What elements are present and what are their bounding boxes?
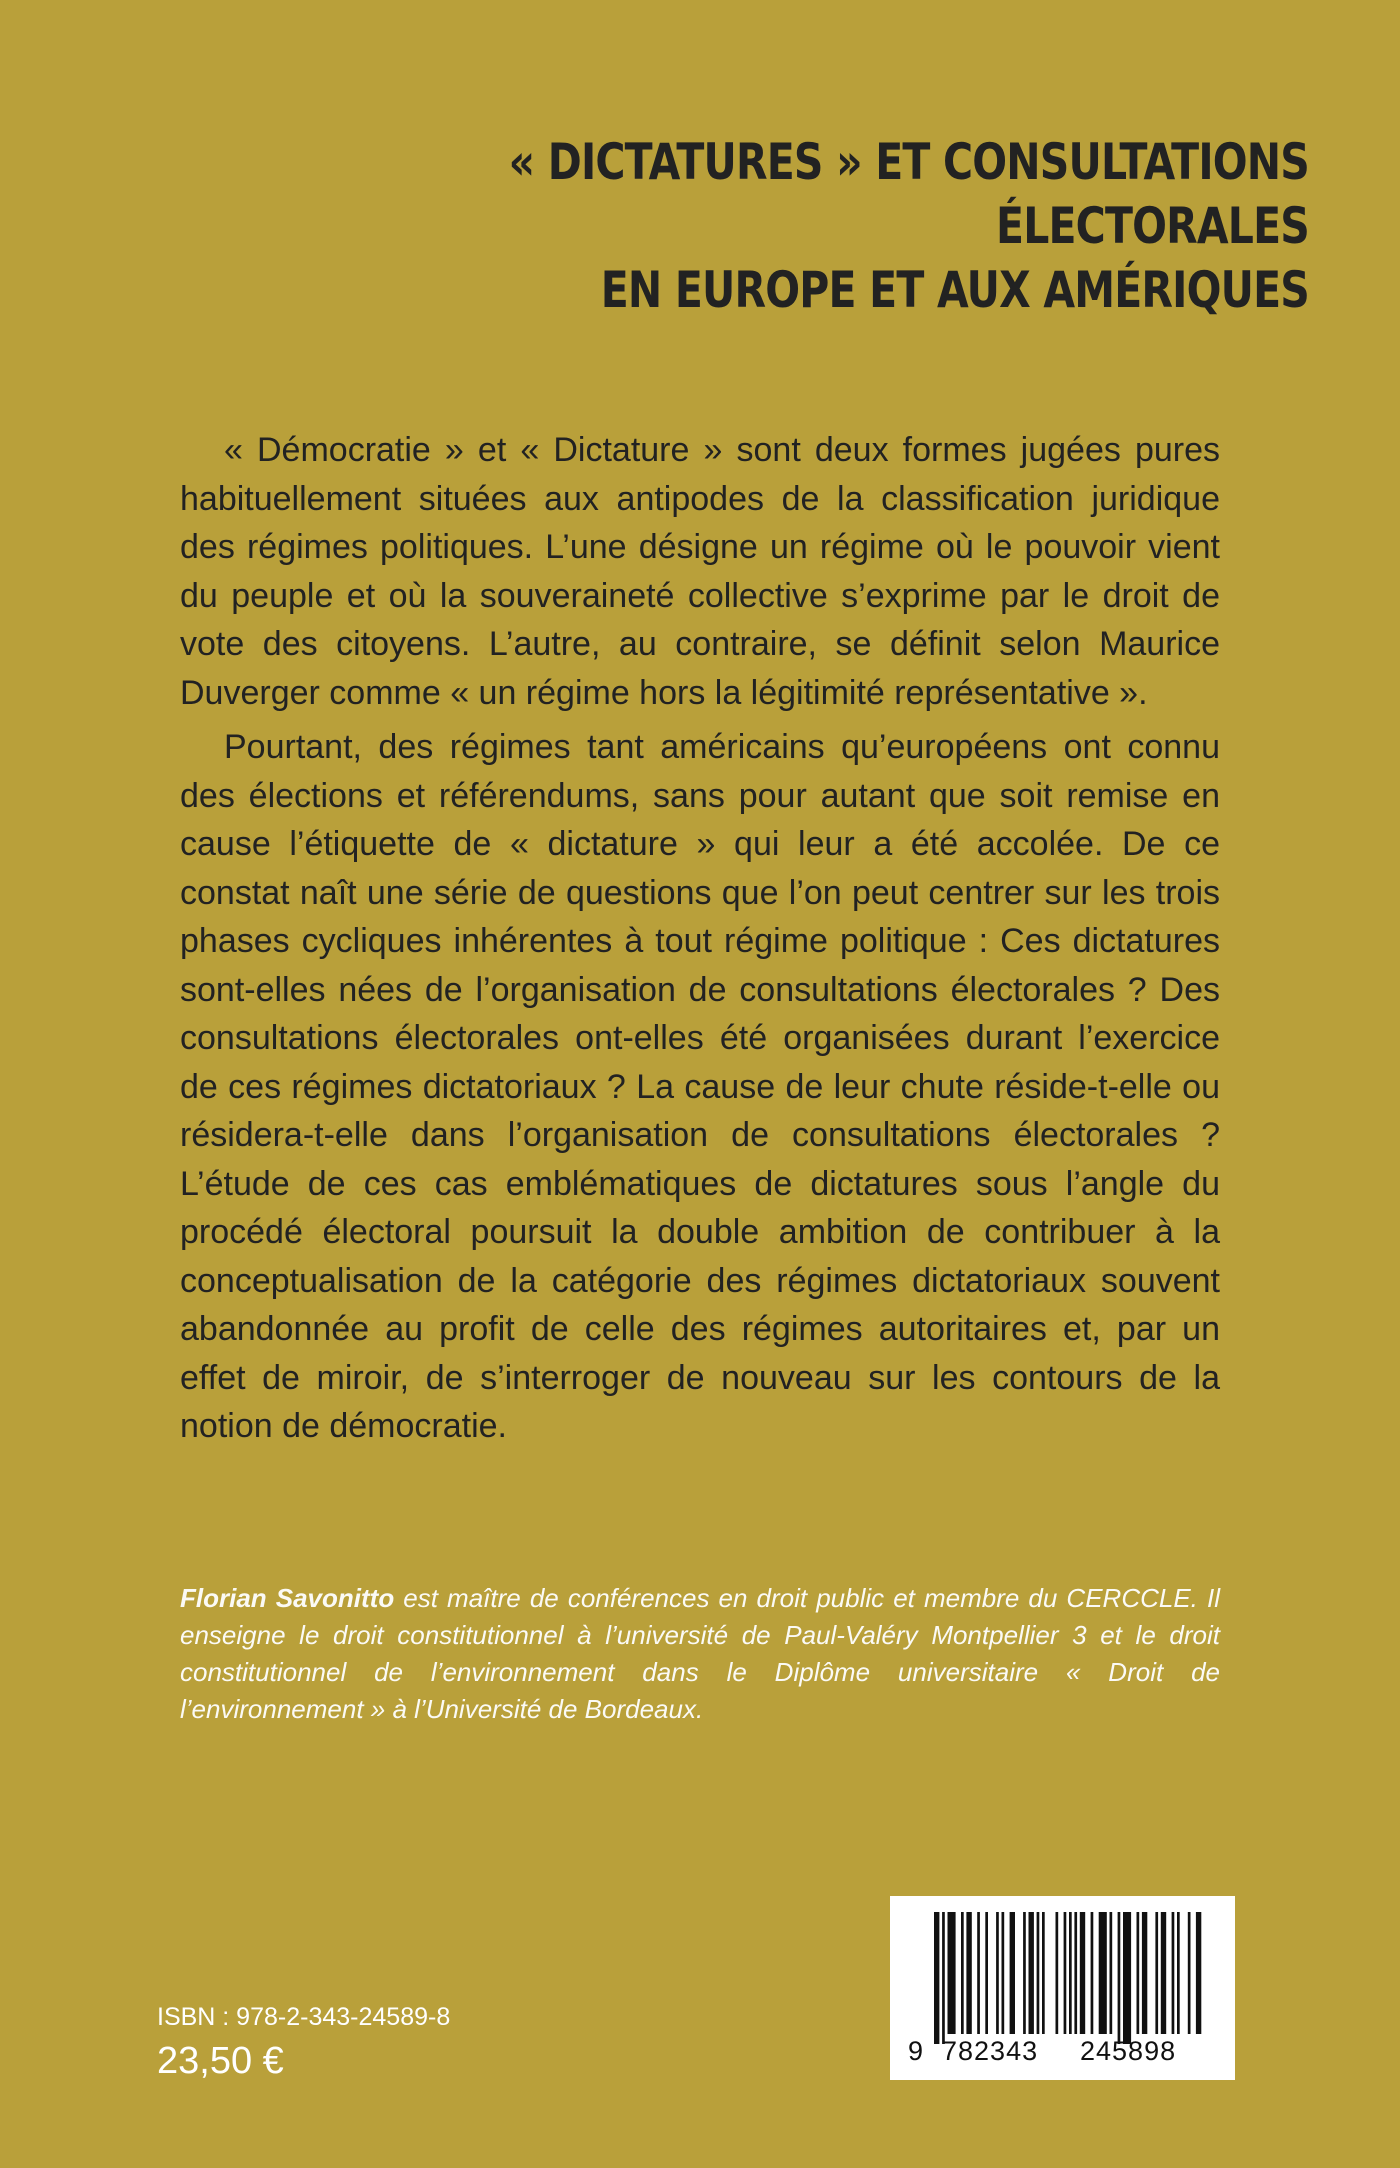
barcode-bar — [1099, 1912, 1107, 2034]
barcode-bar — [1042, 1912, 1045, 2034]
barcode-bar — [1002, 1912, 1005, 2034]
barcode-bar — [948, 1912, 956, 2034]
barcode-bar — [1029, 1912, 1034, 2034]
barcode-bar — [1037, 1912, 1040, 2034]
isbn-label: ISBN : 978-2-343-24589-8 — [157, 2003, 451, 2031]
barcode-bar — [1023, 1912, 1026, 2034]
barcode-bar — [977, 1912, 980, 2034]
barcode-bar — [1110, 1912, 1113, 2034]
price-label: 23,50 € — [157, 2040, 284, 2082]
barcode-bar — [1080, 1912, 1085, 2034]
barcode-bar — [1137, 1912, 1140, 2034]
barcode-bar — [1188, 1912, 1191, 2034]
barcode-bar — [1172, 1912, 1175, 2034]
barcode-bar — [961, 1912, 964, 2034]
author-description: est maître de conférences en droit public et membre du CERCCLE. Il enseigne le droit constitutionnel à l’université de Paul-Valéry Montpellier 3 et le droit constitutionnel de l’environnement dans le Diplôme universitaire « Droit de l’environnement » à l’Université de Bordeaux. — [180, 1583, 1220, 1724]
barcode-bar — [985, 1912, 988, 2034]
barcode-bar — [1010, 1912, 1015, 2034]
barcode-bar — [1091, 1912, 1094, 2034]
summary-paragraph-1: « Démocratie » et « Dictature » sont deux formes jugées pures habituellement situées aux antipodes de la classification juridique des régimes politiques. L’une désigne un régime où le pouvoir vient du peuple et où la souveraineté collective s’exprime par le droit de vote des citoyens. L’autre, au contraire, se définit selon Maurice Duverger comme « un régime hors la légitimité représentative ». — [180, 431, 1220, 712]
barcode-bar — [942, 1912, 945, 2044]
barcode-bar — [1196, 1912, 1201, 2034]
barcode-bar — [1118, 1912, 1121, 2044]
barcode-bar — [1056, 1912, 1059, 2034]
barcode-bar — [966, 1912, 971, 2034]
barcode-bar — [1074, 1912, 1077, 2034]
book-title-line-2: EN EUROPE ET AUX AMÉRIQUES — [600, 261, 1309, 319]
barcode-left-group: 782343 — [942, 2036, 1039, 2066]
barcode-bar — [1069, 1912, 1072, 2034]
author-name: Florian Savonitto — [180, 1583, 395, 1613]
back-cover-summary — [180, 426, 1220, 1457]
barcode-bar — [1161, 1912, 1166, 2034]
author-bio — [180, 1580, 1220, 1728]
barcode-bar — [1155, 1912, 1158, 2034]
barcode-right-group: 245898 — [1080, 2036, 1177, 2066]
barcode-bar — [1142, 1912, 1147, 2034]
barcode-bar — [934, 1912, 939, 2044]
barcode-first-digit: 9 — [908, 2036, 924, 2066]
barcode-bar — [1064, 1912, 1067, 2034]
barcode-digits — [890, 2036, 1235, 2072]
barcode-bar — [996, 1912, 999, 2034]
barcode — [890, 1896, 1235, 2080]
summary-paragraph-2: Pourtant, des régimes tant américains qu’européens ont connu des élections et référendums, sans pour autant que soit remise en cause l’étiquette de « dictature » qui leur a été accolée. De ce constat naît une série de questions que l’on peut centrer sur les trois phases cycliques inhérentes à tout régime politique : Ces dictatures sont-elles nées de l’organisation de consultations électorales ? Des consultations électorales ont-elles été organisées durant l’exercice de ces régimes dictatoriaux ? La cause de leur chute réside-t-elle ou résidera-t-elle dans l’organisation de consultations électorales ? L’étude de ces cas emblématiques de dictatures sous l’angle du procédé électoral poursuit la double ambition de contribuer à la conceptualisation de la catégorie des régimes dictatoriaux souvent abandonnée au profit de celle des régimes autoritaires et, par un effet de miroir, de s’interroger de nouveau sur les contours de la notion de démocratie. — [180, 728, 1220, 1445]
barcode-bar — [1123, 1912, 1131, 2044]
book-title — [407, 130, 1309, 322]
barcode-bar — [1177, 1912, 1180, 2034]
book-title-line-1: « DICTATURES » ET CONSULTATIONS ÉLECTORALES — [508, 133, 1309, 255]
